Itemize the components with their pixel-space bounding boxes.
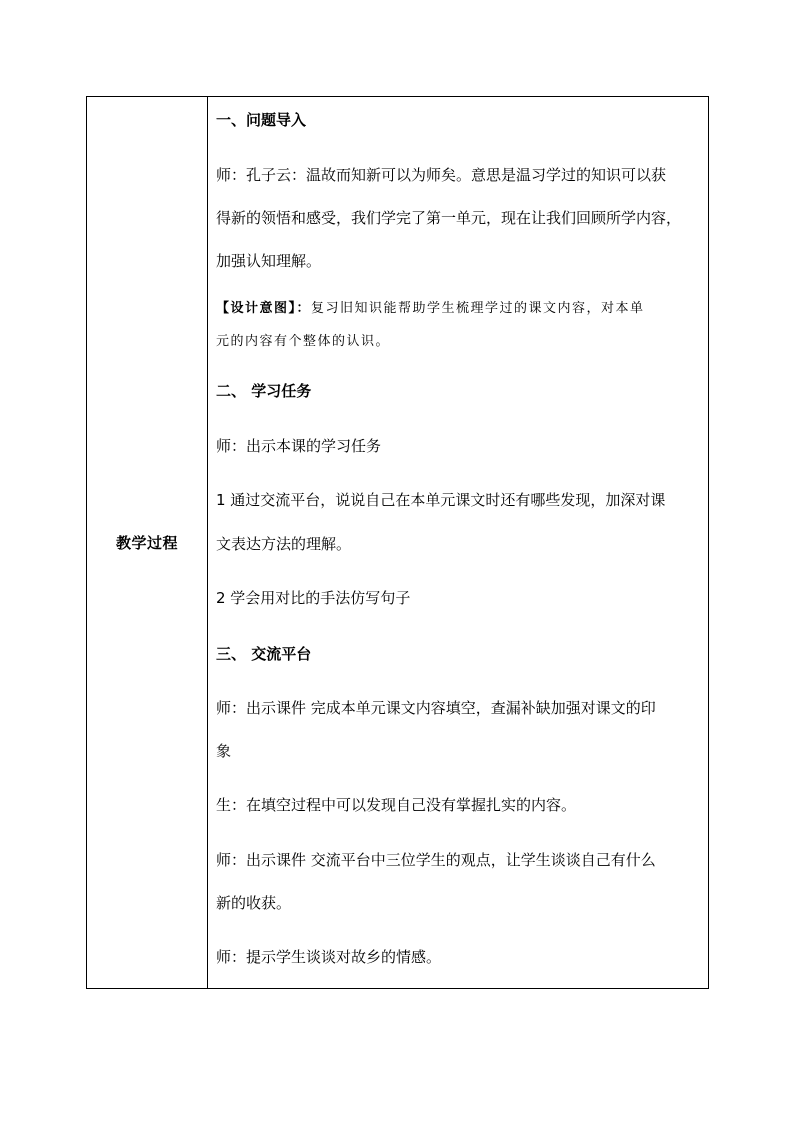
section-3-paragraph-1-line-2: 象 bbox=[216, 742, 232, 760]
design-intent-tag: 【设计意图】： bbox=[216, 301, 312, 316]
design-intent-line-1 bbox=[216, 297, 702, 316]
design-intent-text: 复习旧知识能帮助学生梳理学过的课文内容，对本单 bbox=[311, 301, 645, 316]
section-1-paragraph-line-3: 加强认知理解。 bbox=[216, 252, 322, 270]
design-intent-line-2: 元的内容有个整体的认识。 bbox=[216, 334, 391, 349]
section-3-paragraph-1-line-1: 师：出示课件 完成本单元课文内容填空，查漏补缺加强对课文的印 bbox=[216, 699, 656, 717]
lesson-table bbox=[86, 96, 709, 989]
section-3-heading: 三、 交流平台 bbox=[216, 645, 312, 663]
section-2-paragraph-1: 师：出示本课的学习任务 bbox=[216, 437, 382, 455]
section-3-paragraph-4: 师：提示学生谈谈对故乡的情感。 bbox=[216, 948, 442, 966]
section-3-paragraph-3-line-2: 新的收获。 bbox=[216, 894, 292, 912]
row-label-cell bbox=[87, 97, 208, 988]
section-2-paragraph-2-line-2: 文表达方法的理解。 bbox=[216, 535, 352, 553]
section-2-paragraph-2-line-1: 1 通过交流平台，说说自己在本单元课文时还有哪些发现，加深对课 bbox=[216, 491, 666, 509]
section-1-paragraph-line-1: 师：孔子云：温故而知新可以为师矣。意思是温习学过的知识可以获 bbox=[216, 166, 667, 184]
section-1-paragraph-line-2: 得新的领悟和感受，我们学完了第一单元，现在让我们回顾所学内容， bbox=[216, 209, 682, 227]
section-1-heading: 一、问题导入 bbox=[216, 111, 307, 129]
section-2-heading: 二、 学习任务 bbox=[216, 382, 312, 400]
section-3-paragraph-3-line-1: 师：出示课件 交流平台中三位学生的观点，让学生谈谈自己有什么 bbox=[216, 851, 656, 869]
content-cell bbox=[208, 97, 708, 988]
section-2-paragraph-3: 2 学会用对比的手法仿写句子 bbox=[216, 589, 411, 607]
section-3-paragraph-2: 生：在填空过程中可以发现自己没有掌握扎实的内容。 bbox=[216, 796, 577, 814]
row-label: 教学过程 bbox=[115, 534, 178, 552]
